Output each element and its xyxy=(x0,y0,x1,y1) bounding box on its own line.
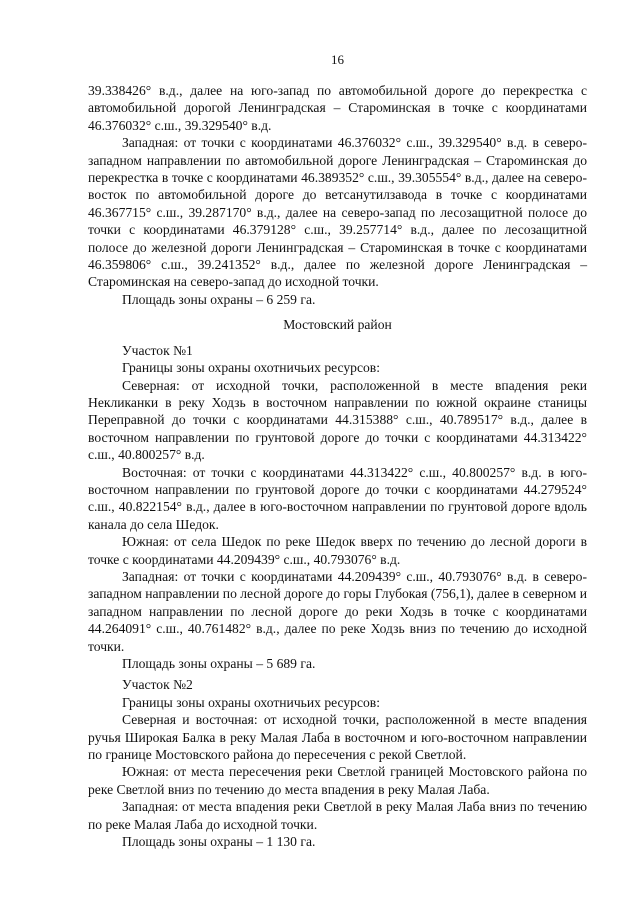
paragraph-west-boundary: Западная: от точки с координатами 46.376032° с.ш., 39.329540° в.д. в северо-западном направлении по автомобильной дороге Ленинградская – Староминская до перекрестка в точке с координатами 46.389352° с.ш., 39.305554° в.д., далее на северо-восток по автомобильной дороге до ветсанутилзавода в точке с координатами 46.367715° с.ш., 39.287170° в.д., далее на северо-запад по лесозащитной полосе до точки с координатами 46.379128° с.ш., 39.257714° в.д., далее по лесозащитной полосе до железной дороги Ленинградская – Староминская в точке с координатами 46.359806° с.ш., 39.241352° в.д., далее по железной дороге Ленинградская – Староминская на северо-запад до исходной точки. xyxy=(88,135,587,290)
section-heading-district: Мостовский район xyxy=(283,317,392,333)
paragraph-east-boundary-1: Восточная: от точки с координатами 44.313422° с.ш., 40.800257° в.д. в юго-восточном направлении по грунтовой дороге до точки с координатами 44.279524° с.ш., 40.822154° в.д., далее в юго-восточном направлении по грунтовой дороге вдоль канала до села Шедок. xyxy=(88,464,587,532)
paragraph-west-boundary-1: Западная: от точки с координатами 44.209439° с.ш., 40.793076° в.д. в северо-западном направлении по лесной дороге до горы Глубокая (756,1), далее в северном и западном направлении по лесной дороге до реки Ходзь в точке с координатами 44.264091° с.ш., 40.761482° в.д., далее по реке Ходзь вниз по течению до исходной точки. xyxy=(88,568,587,654)
paragraph-zone-area: Площадь зоны охраны – 6 259 га. xyxy=(122,291,316,307)
boundaries-heading-1: Границы зоны охраны охотничьих ресурсов: xyxy=(122,360,380,376)
paragraph-south-boundary-1: Южная: от села Шедок по реке Шедок вверх по течению до лесной дороги в точке с координатами 44.209439° с.ш., 40.793076° в.д. xyxy=(88,534,587,567)
paragraph-north-east-boundary-2: Северная и восточная: от исходной точки, расположенной в месте впадения ручья Широкая Балка в реку Малая Лаба в восточном и юго-восточном направлении по границе Мостовского района до пересечения с рекой Светлой. xyxy=(88,712,587,763)
paragraph-zone-area-2: Площадь зоны охраны – 1 130 га. xyxy=(122,834,316,850)
plot-heading-1: Участок №1 xyxy=(122,342,193,358)
boundaries-heading-2: Границы зоны охраны охотничьих ресурсов: xyxy=(122,694,380,710)
paragraph-south-boundary-2: Южная: от места пересечения реки Светлой границей Мостовского района по реке Светлой вниз по течению до места впадения в реку Малая Лаба. xyxy=(88,764,587,797)
paragraph-continuation: 39.338426° в.д., далее на юго-запад по автомобильной дороге до перекрестка с автомобильной дорогой Ленинградская – Староминская в точке с координатами 46.376032° с.ш., 39.329540° в.д. xyxy=(88,83,587,133)
plot-heading-2: Участок №2 xyxy=(122,677,193,693)
paragraph-north-boundary-1: Северная: от исходной точки, расположенной в месте впадения реки Некликанки в реку Ходзь в восточном направлении по южной окраине станицы Переправной до точки с координатами 44.315388° с.ш., 40.789517° в.д., далее в восточном направлении по грунтовой дороге до точки с координатами 44.313422° с.ш., 40.800257° в.д. xyxy=(88,377,587,463)
paragraph-zone-area-1: Площадь зоны охраны – 5 689 га. xyxy=(122,656,316,671)
page-number: 16 xyxy=(331,52,344,67)
paragraph-west-boundary-2: Западная: от места впадения реки Светлой в реку Малая Лаба вниз по течению по реке Малая Лаба до исходной точки. xyxy=(88,799,587,832)
